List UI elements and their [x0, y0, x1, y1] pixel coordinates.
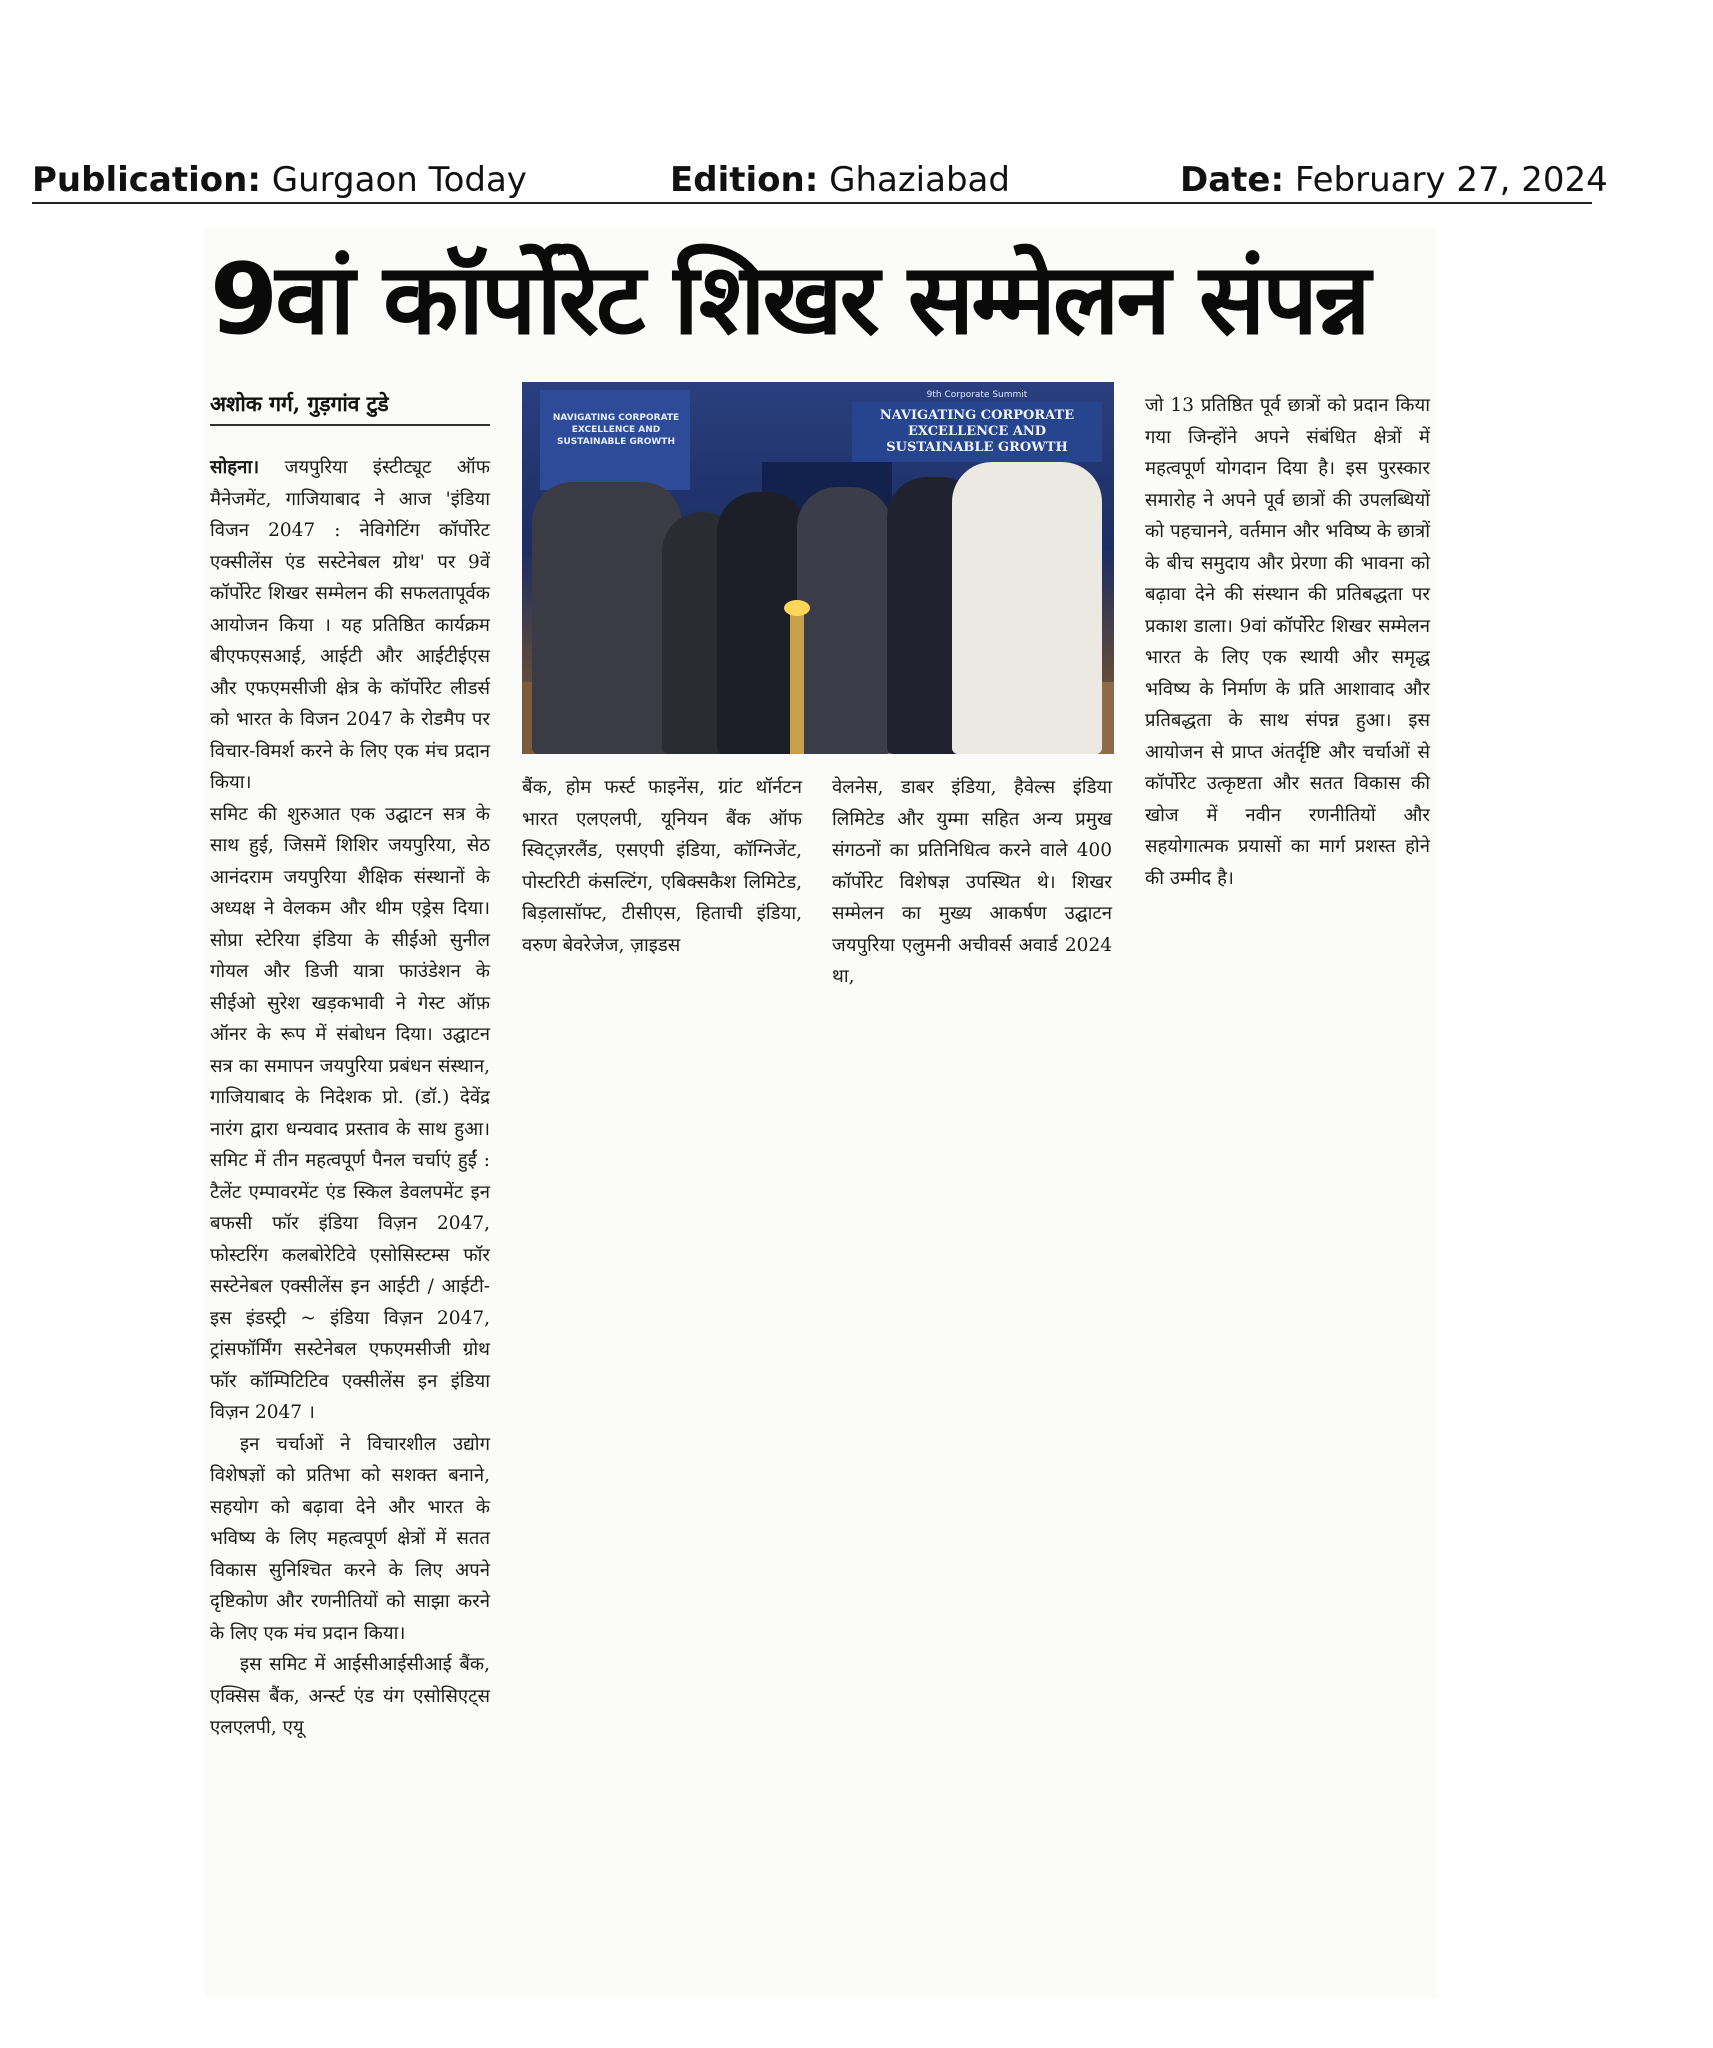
- date-value: February 27, 2024: [1294, 160, 1608, 200]
- article-paragraph: जो 13 प्रतिष्ठित पूर्व छात्रों को प्रदान किया गया जिन्होंने अपने संबंधित क्षेत्रों में महत्वपूर्ण योगदान दिया है। इस पुरस्कार समारोह ने अपने पूर्व छात्रों की उपलब्धियों को पहचानने, वर्तमान और भविष्य के छात्रों के बीच समुदाय और प्रेरणा की भावना को बढ़ावा देने की संस्थान की प्रतिबद्धता पर प्रकाश डाला। 9वां कॉर्पोरेट शिखर सम्मेलन भारत के लिए एक स्थायी और समृद्ध भविष्य के निर्माण के प्रति आशावाद और प्रतिबद्धता के साथ संपन्न हुआ। इस आयोजन से प्राप्त अंतर्दृष्टि और चर्चाओं से कॉर्पोरेट उत्कृष्टता और सतत विकास की खोज में नवीन रणनीतियों और सहयोगात्मक प्रयासों का मार्ग प्रशस्त होने की उम्मीद है।: [1145, 395, 1430, 889]
- dignitary-figure: [952, 462, 1102, 754]
- publication-field: [32, 160, 527, 200]
- publication-bar: [32, 160, 1608, 204]
- edition-field: [670, 160, 1010, 200]
- article-headline: 9वां कॉर्पोरेट शिखर सम्मेलन संपन्न: [210, 243, 1368, 357]
- article-byline: अशोक गर्ग, गुड़गांव टुडे: [210, 390, 490, 426]
- edition-value: Ghaziabad: [829, 160, 1010, 200]
- banner-right-top-text: 9th Corporate Summit: [926, 390, 1028, 400]
- date-label: Date:: [1180, 160, 1285, 200]
- article-column-1: [210, 452, 490, 1744]
- date-field: [1180, 160, 1608, 200]
- paragraph-text: जयपुरिया इंस्टीट्यूट ऑफ मैनेजमेंट, गाजियाबाद ने आज 'इंडिया विजन 2047 : नेविगेटिंग कॉर्पोरेट एक्सीलेंस एंड सस्टेनेबल ग्रोथ' पर 9वें कॉर्पोरेट शिखर सम्मेलन की सफलतापूर्वक आयोजन किया । यह प्रतिष्ठित कार्यक्रम बीएफएसआई, आईटी और आईटीईएस और एफएमसीजी क्षेत्र के कॉर्पोरेट लीडर्स को भारत के विजन 2047 के रोडमैप पर विचार-विमर्श करने के लिए एक मंच प्रदान किया।: [210, 457, 490, 793]
- article-column-3: [832, 772, 1112, 993]
- dignitary-figure: [532, 482, 682, 754]
- ceremonial-lamp: [790, 612, 804, 754]
- article-paragraph: वेलनेस, डाबर इंडिया, हैवेल्स इंडिया लिमिटेड और युम्मा सहित अन्य प्रमुख संगठनों का प्रतिनिधित्व करने वाले 400 कॉर्पोरेट विशेषज्ञ उपस्थित थे। शिखर सम्मेलन का मुख्य आकर्षण उद्घाटन जयपुरिया एलुमनी अचीवर्स अवार्ड 2024 था,: [832, 777, 1112, 987]
- publication-label: Publication:: [32, 160, 261, 200]
- article-paragraph: इन चर्चाओं ने विचारशील उद्योग विशेषज्ञों को प्रतिभा को सशक्त बनाने, सहयोग को बढ़ावा देने और भारत के भविष्य के लिए महत्वपूर्ण क्षेत्रों में सतत विकास सुनिश्चित करने के लिए अपने दृष्टिकोण और रणनीतियों को साझा करने के लिए एक मंच प्रदान किया।: [210, 1433, 490, 1644]
- banner-right-text: NAVIGATING CORPORATE EXCELLENCE AND SUSTAINABLE GROWTH: [879, 408, 1075, 455]
- banner-left-text: NAVIGATING CORPORATE EXCELLENCE AND SUSTAINABLE GROWTH: [552, 413, 680, 447]
- publication-value: Gurgaon Today: [271, 160, 527, 200]
- article-paragraph: [210, 452, 490, 799]
- article-paragraph: बैंक, होम फर्स्ट फाइनेंस, ग्रांट थॉर्नटन भारत एलएलपी, यूनियन बैंक ऑफ स्विट्ज़रलैंड, एसएपी इंडिया, कॉग्निजेंट, पोस्टरिटी कंसल्टिंग, एबिक्सकैश लिमिटेड, बिड़लासॉफ्ट, टीसीएस, हिताची इंडिया, वरुण बेवरेजेज, ज़ाइडस: [522, 777, 802, 956]
- event-photo: [522, 382, 1114, 754]
- article-dateline: सोहना।: [210, 457, 260, 478]
- article-column-4: [1145, 390, 1430, 894]
- dignitary-figure: [797, 487, 892, 754]
- edition-label: Edition:: [670, 160, 819, 200]
- article-paragraph: इस समिट में आईसीआईसीआई बैंक, एक्सिस बैंक, अर्न्स्ट एंड यंग एसोसिएट्स एलएलपी, एयू: [210, 1654, 490, 1738]
- lamp-flame: [784, 600, 810, 616]
- article-paragraph: समिट की शुरुआत एक उद्घाटन सत्र के साथ हुई, जिसमें शिशिर जयपुरिया, सेठ आनंदराम जयपुरिया शैक्षिक संस्थानों के अध्यक्ष ने वेलकम और थीम एड्रेस दिया। सोप्रा स्टेरिया इंडिया के सीईओ सुनील गोयल और डिजी यात्रा फाउंडेशन के सीईओ सुरेश खड़कभावी ने गेस्ट ऑफ़ ऑनर के रूप में संबोधन दिया। उद्घाटन सत्र का समापन जयपुरिया प्रबंधन संस्थान, गाजियाबाद के निदेशक प्रो. (डॉ.) देवेंद्र नारंग द्वारा धन्यवाद प्रस्ताव के साथ हुआ। समिट में तीन महत्वपूर्ण पैनल चर्चाएं हुईं : टैलेंट एम्पावरमेंट एंड स्किल डेवलपमेंट इन बफसी फॉर इंडिया विज़न 2047, फोस्टरिंग कलबोरेटिवे एसोसिस्टम्स फॉर सस्टेनेबल एक्सीलेंस इन आईटी / आईटी-इस इंडस्ट्री ~ इंडिया विज़न 2047, ट्रांसफॉर्मिंग सस्टेनेबल एफएमसीजी ग्रोथ फॉर कॉम्पिटिटिव एक्सीलेंस इन इंडिया विज़न 2047 ।: [210, 803, 490, 1423]
- article-column-2: [522, 772, 802, 961]
